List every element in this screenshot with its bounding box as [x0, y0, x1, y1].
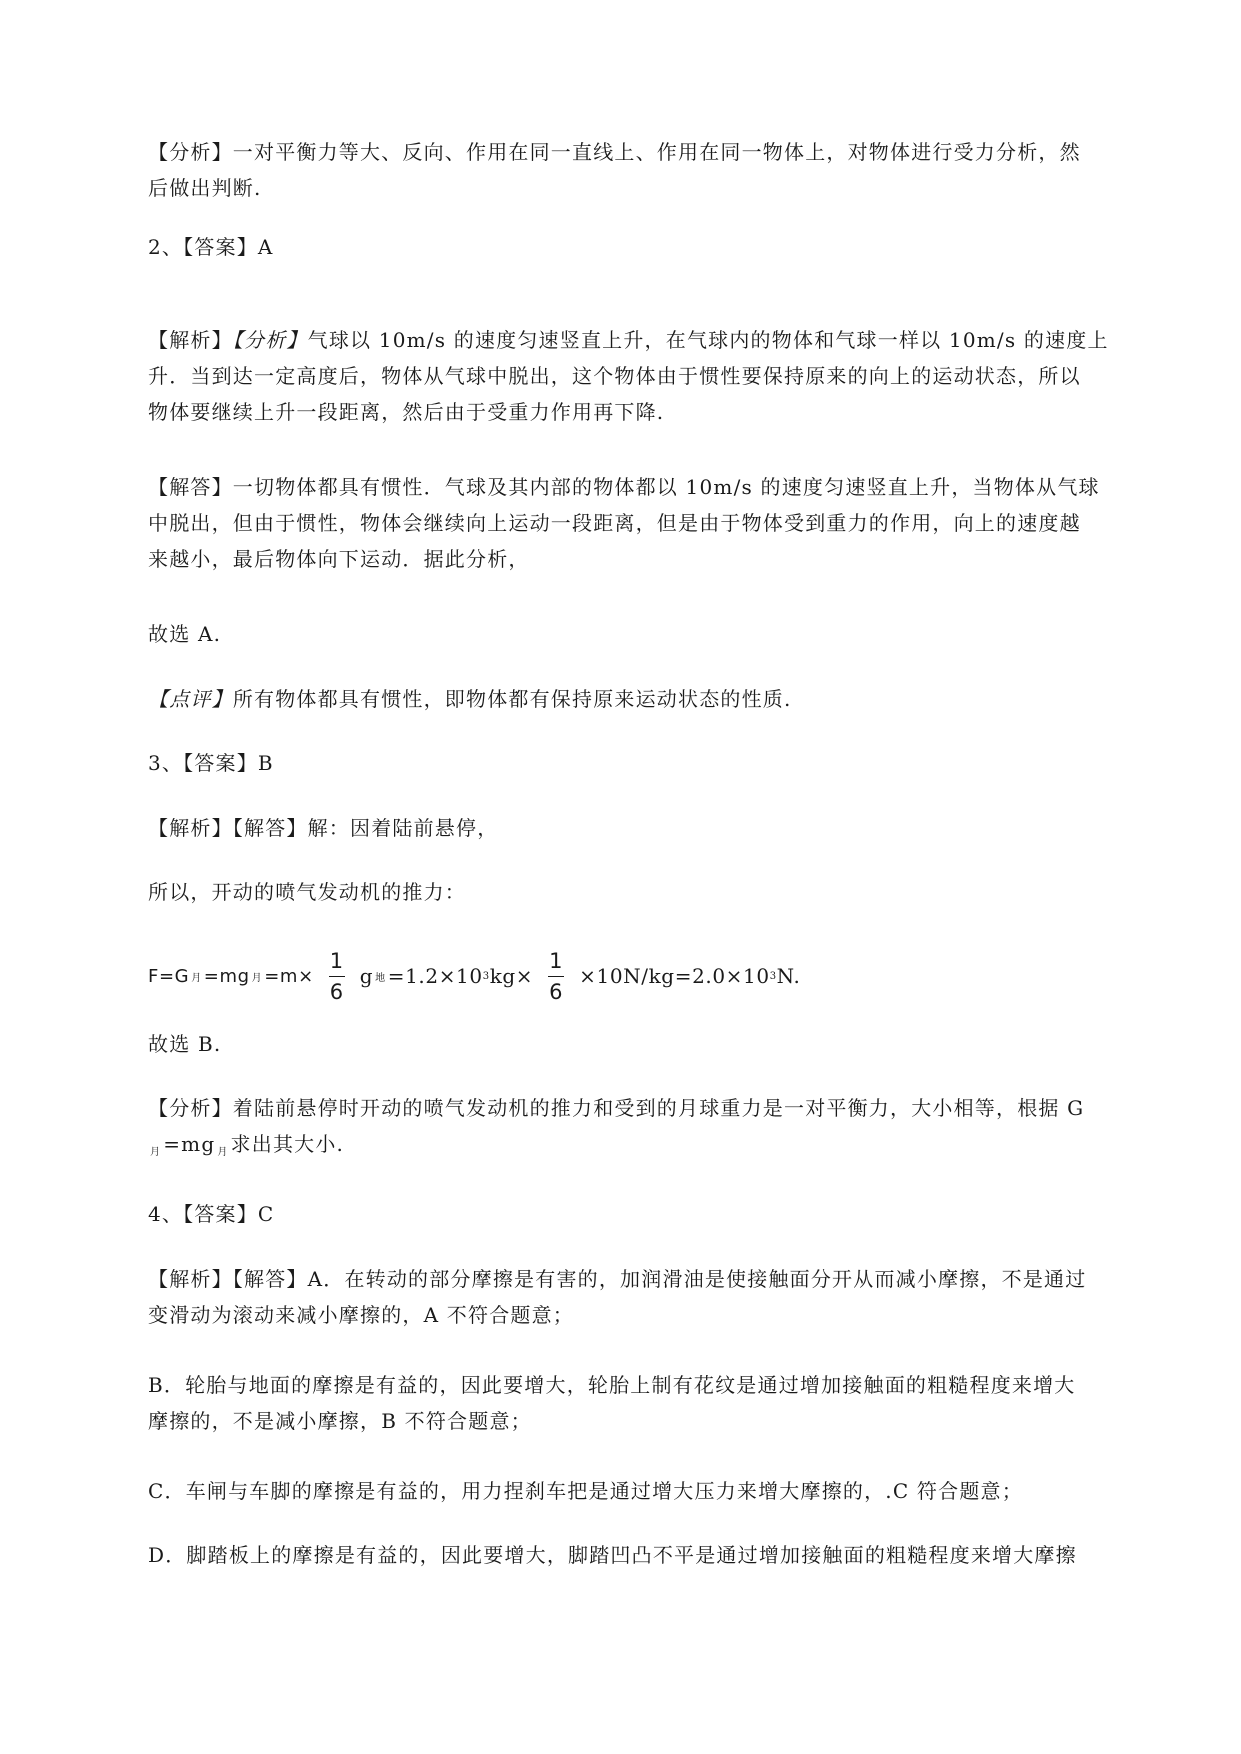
explanation-2-analysis: [148, 322, 1148, 430]
formula-subscript: 月: [150, 1147, 162, 1158]
answer-4-heading: [148, 1196, 1148, 1232]
formula-part: g: [359, 964, 374, 988]
text-line: 【分析】着陆前悬停时开动的喷气发动机的推力和受到的月球重力是一对平衡力，大小相等，根据 G: [148, 1096, 1085, 1120]
formula-exponent: 3: [769, 970, 777, 982]
text-line: 摩擦的，不是减小摩擦，B 不符合题意；: [148, 1409, 532, 1433]
comment-2: [148, 681, 1148, 717]
fraction-one-sixth: [326, 948, 348, 1005]
formula-part: =m×: [264, 965, 314, 987]
answer-2-heading: [148, 229, 1148, 265]
explanation-4-option-b: [148, 1367, 1148, 1439]
choice-3: [148, 1026, 1148, 1062]
formula-subscript: 月: [251, 972, 263, 984]
text-line: 【解析】【解答】A．在转动的部分摩擦是有害的，加润滑油是使接触面分开从而减小摩擦，不是通过: [148, 1267, 1087, 1291]
fraction-bar: [329, 976, 345, 977]
text-line: 【分析】一对平衡力等大、反向、作用在同一直线上、作用在同一物体上，对物体进行受力分析，然: [148, 140, 1081, 164]
fraction-one-sixth: [545, 948, 567, 1005]
text-run: 所有物体都具有惯性，即物体都有保持原来运动状态的性质.: [232, 687, 792, 711]
text-line: 后做出判断.: [148, 176, 262, 200]
text-line: 来越小，最后物体向下运动．据此分析，: [148, 547, 530, 571]
text-line: [148, 322, 1148, 358]
thrust-formula: [148, 944, 800, 1008]
explanation-3-line-1: [148, 810, 1148, 846]
explanation-4-option-c: [148, 1473, 1148, 1509]
formula-part: F=G: [148, 965, 190, 987]
text-line: 所以，开动的喷气发动机的推力：: [148, 880, 466, 904]
text-line: 故选 B.: [148, 1032, 222, 1056]
formula-subscript: 地: [375, 972, 386, 984]
explanation-3-line-2: [148, 874, 1148, 910]
analysis-paragraph-1: [148, 134, 1148, 206]
text-run: 求出其大小.: [230, 1132, 345, 1156]
explanation-4-option-a: [148, 1261, 1148, 1333]
fraction-bar: [548, 976, 564, 977]
fraction-denominator: 6: [549, 979, 564, 1004]
text-line: 中脱出，但由于惯性，物体会继续向上运动一段距离，但是由于物体受到重力的作用，向上的速度越: [148, 511, 1081, 535]
text-run: 气球以 10m/s 的速度匀速竖直上升，在气球内的物体和气球一样以 10m/s 的速度上: [307, 328, 1109, 352]
text-line: [148, 1126, 1148, 1171]
text-line: 3、【答案】B: [148, 751, 274, 775]
formula-exponent: 3: [482, 970, 490, 982]
text-line: 4、【答案】C: [148, 1202, 275, 1226]
formula-part: ×10N/kg=2.0×10: [579, 964, 770, 988]
fraction-numerator: 1: [329, 948, 344, 973]
text-line: 【解答】一切物体都具有惯性．气球及其内部的物体都以 10m/s 的速度匀速竖直上升，当物体从气球: [148, 475, 1100, 499]
text-line: C．车闸与车脚的摩擦是有益的，用力捏刹车把是通过增大压力来增大摩擦的，.C 符合题意；: [148, 1479, 1023, 1503]
choice-2: [148, 616, 1148, 652]
formula-subscript: 月: [217, 1147, 229, 1158]
answer-3-heading: [148, 745, 1148, 781]
formula-part: =mg: [203, 965, 250, 987]
text-line: B．轮胎与地面的摩擦是有益的，因此要增大，轮胎上制有花纹是通过增加接触面的粗糙程度来增大: [148, 1373, 1076, 1397]
section-tag-italic: 【点评】: [148, 687, 233, 711]
formula-part: N.: [776, 964, 801, 988]
section-tag-italic: 【分析】: [232, 328, 308, 352]
formula-subscript: 月: [191, 972, 202, 984]
formula-part: kg×: [489, 964, 534, 988]
text-line: 变滑动为滚动来减小摩擦的，A 不符合题意；: [148, 1303, 575, 1327]
text-line: 故选 A.: [148, 622, 222, 646]
fraction-denominator: 6: [329, 979, 344, 1004]
explanation-2-solution: [148, 469, 1148, 577]
text-run: =mg: [163, 1132, 216, 1156]
text-line: 2、【答案】A: [148, 235, 274, 259]
text-line: D．脚踏板上的摩擦是有益的，因此要增大，脚踏凹凸不平是通过增加接触面的粗糙程度来增大摩擦: [148, 1543, 1077, 1567]
text-line: 【解析】【解答】解：因着陆前悬停，: [148, 816, 499, 840]
text-line: 物体要继续上升一段距离，然后由于受重力作用再下降.: [148, 400, 665, 424]
fraction-numerator: 1: [549, 948, 564, 973]
formula-part: =1.2×10: [387, 964, 483, 988]
section-tag: 【解析】: [148, 328, 233, 352]
explanation-4-option-d: [148, 1537, 1148, 1573]
analysis-3: [148, 1090, 1148, 1171]
text-line: [148, 681, 1148, 717]
text-line: 升．当到达一定高度后，物体从气球中脱出，这个物体由于惯性要保持原来的向上的运动状态，所以: [148, 364, 1081, 388]
